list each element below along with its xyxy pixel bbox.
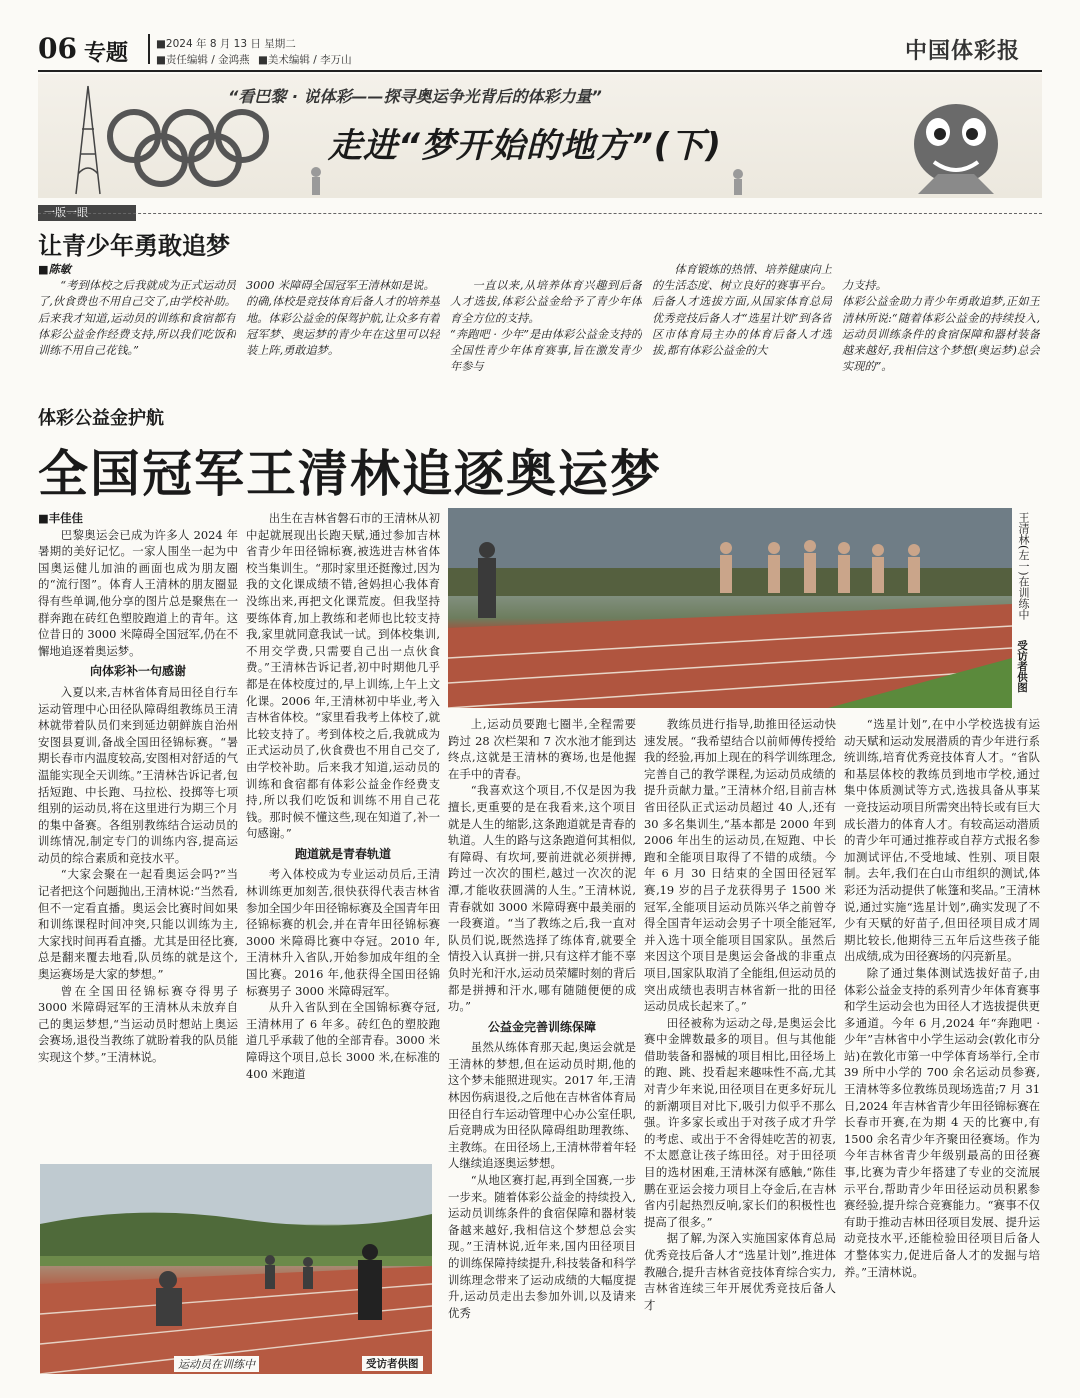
- article1-col-5: [842, 262, 1040, 392]
- article2-kicker: 体彩公益金护航: [38, 408, 164, 429]
- column-tag-label: 一版一眼: [44, 206, 88, 219]
- article2-byline: ■丰佳佳: [38, 511, 83, 525]
- paragraph: 曾在全国田径锦标赛夺得男子 3000 米障碍冠军的王清林从未放弃自己的奥运梦想,“当运动员时想站上奥运会赛场,退役当教练了就盼着我的队员能实现这个梦。”王清林说。: [38, 983, 238, 1064]
- banner-title: 走进“梦开始的地方”(下): [328, 126, 722, 166]
- paragraph: “我喜欢这个项目,不仅是因为我擅长,更重要的是在我看来,这个项目就是人生的缩影,这条跑道就是青春的轨道。人生的路与这条跑道何其相似,有障碍、有坎坷,要前进就必须拼搏,跨过一次次的围栏,越过一次次的泥潭,才能收获圆满的人生。”王清林说,青春就如 3000 米障碍赛中最美丽的一段赛道。“当了教练之后,我一直对队员们说,既然选择了练体育,就要全情投入认真拼一拼,只有这样才能不辜负时光和汗水,运动员荣耀时刻的背后都是拼搏和汗水,哪有随随便便的成功。”: [448, 783, 636, 1014]
- article1-text: 体育锻炼的热情、培养健康向上的生活态度、树立良好的赛事平台。后备人才选拔方面,从国家体育总局优秀竞技后备人才“选星计划”到各省区市体育局主办的体育后备人才选拔,都有体彩公益金的大: [652, 263, 832, 358]
- paragraph: 出生在吉林省磐石市的王清林从初中起就展现出长跑天赋,通过参加吉林省青少年田径锦标赛,被选进吉林省体校当集训生。“那时家里还挺豫过,因为我的文化课成绩不错,爸妈担心我体育没练出来,再把文化课荒废。但我坚持要练体育,加上教练和老师也比较支持我,家里就同意我试一试。到体校集训,不用交学费,只需要自己出一点伙食费。”王清林告诉记者,初中时期他几乎都是在体校度过的,早上训练,上午上文化课。2006 年,王清林初中毕业,考入吉林省体校。“家里看我考上体校了,就比较支持了。考到体校之后,我就成为正式运动员了,伙食费也不用自己交了,由学校补助。后来我才知道,运动员的训练和食宿都有体彩公益金作经费支持,所以我们吃饭和训练不用自己花钱。那时候不懂这些,现在知道了,补一句感谢。”: [246, 511, 440, 841]
- article1-text: “考到体校之后我就成为正式运动员了,伙食费也不用自己交了,由学校补助。后来我才知道,运动员的训练和食宿都有体彩公益金作经费支持,所以我们吃饭和训练不用自己花钱。”: [38, 279, 236, 358]
- header-rule: [38, 70, 1042, 72]
- article1-col-3: [450, 262, 642, 392]
- paragraph: 上,运动员要跑七圈半,全程需要跨过 28 次栏架和 7 次水池才能到达终点,这就是王清林的赛场,也是他握在手中的青春。: [448, 717, 636, 781]
- article1-text: 3000 米障碍全国冠军王清林如是说。 的确,体校是竞技体育后备人才的培养基地。体彩公益金的保驾护航,让众多有着冠军梦、奥运梦的青少年在这里可以轻装上阵,勇敢追梦。: [246, 279, 440, 358]
- article2-col-5: [844, 716, 1040, 1376]
- article2-col-3: [448, 716, 636, 1376]
- article1-col-1: [38, 262, 236, 392]
- paragraph: 从升入省队到在全国锦标赛夺冠,王清林用了 6 年多。砖红色的塑胶跑道几乎承载了他的全部青春。3000 米障碍这个项目,总长 3000 米,在标准的 400 米跑道: [246, 1000, 440, 1081]
- article1-col-2: [246, 262, 440, 392]
- paragraph: 据了解,为深入实施国家体育总局优秀竞技后备人才“选星计划”,推进体教融合,提升吉林省竞技体育综合实力,吉林省连续三年开展优秀竞技后备人才: [644, 1231, 836, 1312]
- mascot-icon: [914, 104, 998, 194]
- paragraph: 除了通过集体测试选拔好苗子,由体彩公益金支持的系列青少年体育赛事和学生运动会也为田径人才选拔提供更多通道。今年 6 月,2024 年“奔跑吧 · 少年”吉林省中小学生运动会(敦化市分站)在敦化市第一中学体育场举行,全市 39 所中小学的 700 余名运动员参赛,王清林等多位教练员现场选苗;7 月 31 日,2024 年吉林省青少年田径锦标赛在长春市开赛,在为期 4 天的比赛中,有 1500 余名青少年齐聚田径赛场。作为今年吉林省青少年级别最高的田径赛事,比赛为青少年搭建了专业的交流展示平台,帮助青少年田径运动员积累参赛经验,提升综合竞赛能力。“赛事不仅有助于推动吉林田径项目发展、提升运动竞技水平,还能检验田径项目后备人才整体实力,促进后备人才的发掘与培养。”王清林说。: [844, 965, 1040, 1279]
- subheading: 跑道就是青春轨道: [294, 846, 391, 861]
- paragraph: 考入体校成为专业运动员后,王清林训练更加刻苦,很快获得代表吉林省参加全国少年田径锦标赛及全国青年田径锦标赛的机会,并在青年田径锦标赛 3000 米障碍比赛中夺冠。2010 年,王清林升入省队,开始参加成年组的全国比赛。2016 年,他获得全国田径锦标赛男子 3000 米障碍冠军。: [246, 867, 440, 998]
- banner-subtitle: “看巴黎 · 说体彩——探寻奥运争光背后的体彩力量”: [228, 87, 602, 106]
- photo1-credit: [1016, 640, 1030, 693]
- paragraph: “选星计划”,在中小学校选拔有运动天赋和运动发展潜质的青少年进行系统训练,培育优秀竞技体育人才。“省队和基层体校的教练员到地市学校,通过集中体质测试等方式,选拔具备从事某一竞技运动项目所需突出特长或有巨大成长潜力的体育人才。有较高运动潜质的青少年可通过推荐或自荐方式报名参加测试评估,不受地域、性别、项目限制。去年,我们在白山市组织的测试,体彩还为活动提供了帐篷和奖品。”王清林说,通过实施“选星计划”,确实发现了不少有天赋的好苗子,但田径项目成才周期比较长,他期待三五年后这些孩子能出成绩,成为田径赛场的闪亮新星。: [844, 717, 1040, 964]
- photo1-caption: [1016, 512, 1030, 620]
- article1-byline: ■陈敏: [38, 263, 71, 276]
- paragraph: “大家会聚在一起看奥运会吗?”当记者把这个问题抛出,王清林说:“当然看,但不一定看直播。奥运会比赛时间如果和训练课程时间冲突,只能以训练为主,大家找时间再看直播。尤其是田径比赛,总是翻来覆去地看,队员练的就是这个,奥运赛场是大家的梦想。”: [38, 867, 238, 982]
- header-divider: [148, 34, 150, 64]
- photo2-credit: 受访者供图: [362, 1356, 423, 1371]
- paragraph: “从地区赛打起,再到全国赛,一步一步来。随着体彩公益金的持续投入,运动员训练条件的食宿保障和器材装备越来越好,我相信这个梦想总会实现。”王清林说,近年来,国内田径项目的训练保障持续提升,科技装备和科学训练理念带来了运动成绩的大幅度提升,运动员走出去参加外训,以及请来优秀: [448, 1173, 636, 1320]
- article1-text: 力支持。 体彩公益金助力青少年勇敢追梦,正如王清林所说:“随着体彩公益金的持续投入,运动员训练条件的食宿保障和器材装备越来越好,我相信这个梦想(奥运梦)总会实现的”。: [842, 279, 1040, 374]
- tag-rule: [38, 213, 1042, 214]
- article1-title: 让青少年勇敢追梦: [38, 232, 230, 260]
- track-scene: [448, 508, 1012, 708]
- photo2-caption: 运动员在训练中: [174, 1356, 259, 1372]
- subheading: 向体彩补一句感谢: [89, 664, 186, 679]
- photo1-credit-text: 受访者供图: [1016, 640, 1028, 693]
- section-name: 专题: [84, 41, 129, 66]
- athlete-silhouettes-icon: [311, 167, 743, 195]
- article1-text: 一直以来,从培养体育兴趣到后备人才选拔,体彩公益金给予了青少年体育全方位的支持。 “奔跑吧 · 少年”是由体彩公益金支持的全国性青少年体育赛事,旨在激发青少年参与: [450, 279, 642, 374]
- newspaper-name: 中国体彩报: [905, 39, 1021, 64]
- eiffel-tower-icon: [76, 86, 100, 194]
- editor-credit: ■责任编辑 / 金鸿燕: [156, 54, 250, 66]
- paragraph: 入夏以来,吉林省体育局田径自行车运动管理中心田径队障碍组教练员王清林就带着队员们来到延边朝鲜族自治州安图县夏训,备战全国田径锦标赛。“暑期长春市内温度较高,安图相对舒适的气温能实现全天训练。”王清林告诉记者,包括短跑、中长跑、马拉松、投掷等七项组别的运动员,将在这里进行为期三个月的集中备赛。各组别教练结合运动员的训练情况,制定专门的训练内容,提高运动员的综合素质和竞技水平。: [38, 684, 238, 865]
- field-scene: [40, 1164, 432, 1374]
- article1-col-4: [652, 262, 832, 392]
- banner: [38, 74, 1042, 198]
- photo1-caption-text: 王清林(左一)在训练中: [1017, 512, 1030, 620]
- olympic-rings-icon: [110, 112, 266, 184]
- article2-title: 全国冠军王清林追逐奥运梦: [38, 445, 662, 503]
- page-number: 06: [38, 32, 77, 65]
- article2-col-4: [644, 716, 836, 1376]
- subheading: 公益金完善训练保障: [487, 1019, 596, 1034]
- paragraph: 巴黎奥运会已成为许多人 2024 年暑期的美好记忆。一家人围坐一起为中国奥运健儿加油的画面也成为朋友圈的“流行图”。体育人王清林的朋友圈显得有些单调,他分享的图片总是聚焦在一群奔跑在砖红色塑胶跑道上的青年。这位昔日的 3000 米障碍全国冠军,仍在不懈地追逐着奥运梦。: [38, 527, 238, 658]
- art-editor-credit: ■美术编辑 / 李万山: [258, 54, 352, 66]
- training-photo-1: [448, 508, 1012, 708]
- paragraph: 虽然从练体育那天起,奥运会就是王清林的梦想,但在运动员时期,他的这个梦未能照进现实。2017 年,王清林因伤病退役,之后他在吉林省体育局田径自行车运动管理中心办公室任职,后竞聘成为田径队障碍组助理教练、主教练。在田径场上,王清林带着年轻人继续追逐奥运梦想。: [448, 1040, 636, 1171]
- issue-date: ■2024 年 8 月 13 日 星期二: [156, 38, 296, 50]
- training-photo-2: [40, 1164, 432, 1374]
- article2-col-1: [38, 510, 238, 1160]
- paragraph: 教练员进行指导,助推田径运动快速发展。“我希望结合以前师傅传授给我的经验,再加上现在的科学训练理念,完善自己的教学课程,为运动员成绩的提升贡献力量。”王清林介绍,目前吉林省田径队正式运动员超过 40 人,还有 30 多名集训生,“基本都是 2000 年到 2006 年出生的运动员,在短跑、中长跑和全能项目取得了不错的成绩。今年 6 月 30 日结束的全国田径冠军赛,19 岁的吕子龙获得男子 1500 米冠军,全能项目运动员陈兴华之前曾夺得全国青年运动会男子十项全能冠军,并入选十项全能项目国家队。虽然后来因这个项目是奥运会备战的非重点项目,国家队取消了全能组,但运动员的突出成绩也表明吉林省新一批的田径运动员成长起来了。”: [644, 717, 836, 1014]
- paragraph: 田径被称为运动之母,是奥运会比赛中金牌数最多的项目。但与其他能借助装备和器械的项目相比,田径场上的跑、跳、投看起来趣味性不高,尤其对青少年来说,田径项目在更多好玩儿的新潮项目对比下,吸引力似乎不那么强。许多家长或出于对孩子成才升学的考虑、或出于不舍得娃吃苦的初衷,不太愿意让孩子练田径。对于田径项目的选材困难,王清林深有感触,“陈佳鹏在亚运会接力项目上夺金后,在吉林省内引起热烈反响,家长们的积极性也提高了很多。”: [644, 1015, 836, 1229]
